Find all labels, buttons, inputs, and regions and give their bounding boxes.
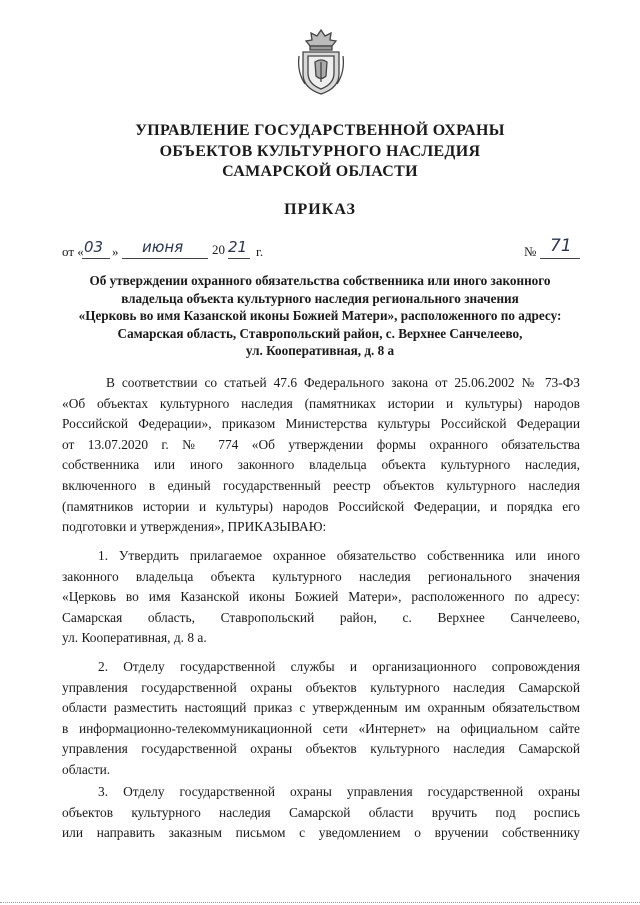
coat-of-arms-icon bbox=[295, 26, 347, 98]
clause-1-paragraph bbox=[62, 546, 580, 649]
title-line: Об утверждении охранного обязательства собственника или иного законного bbox=[89, 273, 551, 288]
title-line: Самарская область, Ставропольский район, с. Верхнее Санчелеево, bbox=[117, 325, 523, 341]
year-suffix-label: г. bbox=[256, 244, 264, 259]
text-line: Самарская область, Ставропольский район, с. Верхнее Санчелеево, bbox=[62, 609, 580, 625]
text-line: или направить заказным письмом с уведомлением о вручении собственнику bbox=[62, 825, 580, 841]
text-line: «Об объектах культурного наследия (памятниках истории и культуры) народов bbox=[62, 395, 580, 411]
handwritten-day: 03 bbox=[84, 238, 104, 256]
title-line: владельца объекта культурного наследия регионального значения bbox=[121, 290, 519, 306]
date-number-line bbox=[62, 234, 582, 262]
text-line: (памятников истории и культуры) народов Российской Федерации, и порядка его bbox=[62, 498, 580, 514]
org-name-line-1: УПРАВЛЕНИЕ ГОСУДАРСТВЕННОЙ ОХРАНЫ bbox=[135, 122, 505, 139]
order-title bbox=[40, 272, 600, 360]
text-line: ул. Кооперативная, д. 8 а. bbox=[62, 630, 207, 646]
org-name-line-2: ОБЪЕКТОВ КУЛЬТУРНОГО НАСЛЕДИЯ bbox=[159, 143, 481, 160]
org-name-line-3: САМАРСКОЙ ОБЛАСТИ bbox=[222, 163, 418, 180]
text-line: «Церковь во имя Казанской иконы Божией Матери», расположенного по адресу: bbox=[62, 589, 580, 605]
text-line: управления государственной охраны объектов культурного наследия Самарской bbox=[62, 741, 580, 757]
text-line: управления государственной охраны объектов культурного наследия Самарской bbox=[62, 679, 580, 695]
document-type-heading: ПРИКАЗ bbox=[284, 201, 356, 218]
text-line: в информационно-телекоммуникационной сети «Интернет» на официальном сайте bbox=[62, 720, 580, 736]
text-line: подготовки и утверждения», ПРИКАЗЫВАЮ: bbox=[62, 519, 327, 535]
number-label: № bbox=[524, 244, 537, 259]
preamble-paragraph bbox=[62, 373, 580, 538]
date-prefix-label: от « bbox=[62, 244, 84, 259]
handwritten-month: июня bbox=[142, 238, 184, 256]
month-underline bbox=[122, 258, 208, 259]
text-line: 2. Отделу государственной службы и организационного сопровождения bbox=[98, 659, 580, 674]
text-line: В соответствии со статьей 47.6 Федерального закона от 25.06.2002 № 73-ФЗ bbox=[106, 375, 580, 390]
clause-3-paragraph bbox=[62, 782, 580, 844]
page-bottom-edge bbox=[0, 902, 640, 903]
text-line: 3. Отделу государственной охраны управления государственной охраны bbox=[98, 784, 580, 799]
title-line: «Церковь во имя Казанской иконы Божией Матери», расположенного по адресу: bbox=[78, 308, 562, 324]
text-line: области разместить настоящий приказ с утвержденным им охранным обязательством bbox=[62, 700, 580, 716]
clause-2-paragraph bbox=[62, 657, 580, 781]
text-line: области. bbox=[62, 761, 111, 777]
text-line: Российской Федерации», приказом Министерства культуры Российской Федерации bbox=[62, 416, 580, 432]
text-line: включенного в единый государственный реестр объектов культурного наследия bbox=[62, 477, 580, 493]
text-line: законного владельца объекта культурного наследия регионального значения bbox=[62, 568, 580, 584]
day-underline bbox=[82, 258, 110, 259]
text-line: от 13.07.2020 г. № 774 «Об утверждении формы охранного обязательства bbox=[62, 436, 580, 452]
handwritten-number: 71 bbox=[550, 236, 572, 256]
title-line: ул. Кооперативная, д. 8 а bbox=[245, 343, 395, 359]
date-quote-close: » bbox=[112, 244, 119, 259]
text-line: 1. Утвердить прилагаемое охранное обязательство собственника или иного bbox=[98, 548, 580, 563]
text-line: объектов культурного наследия Самарской области вручить под роспись bbox=[62, 804, 580, 820]
year-underline bbox=[228, 258, 250, 259]
year-prefix: 20 bbox=[212, 242, 225, 257]
handwritten-year: 21 bbox=[228, 238, 248, 256]
number-underline bbox=[540, 258, 580, 259]
text-line: собственника или иного законного владельца объекта культурного наследия, bbox=[62, 457, 580, 473]
